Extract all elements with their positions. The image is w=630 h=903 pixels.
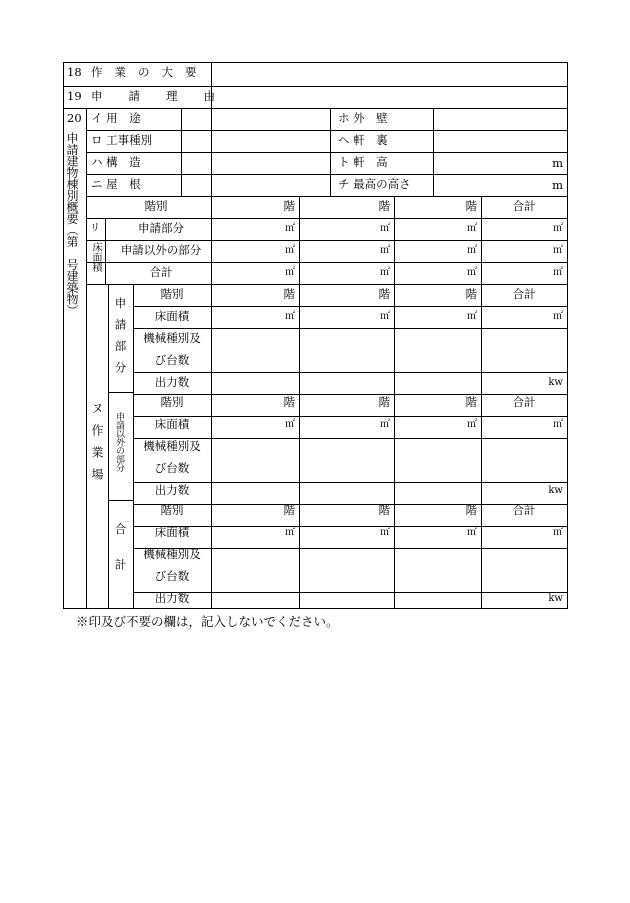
power-unit-cell: kw bbox=[548, 377, 563, 388]
area-unit-cell: ㎡ bbox=[380, 527, 390, 538]
area-unit-cell: ㎡ bbox=[553, 419, 563, 430]
grid-line bbox=[63, 86, 568, 87]
grid-line bbox=[330, 108, 331, 197]
grid-line bbox=[86, 108, 87, 609]
grid-line bbox=[86, 218, 568, 219]
ws-row-machine-label-2: び台数 bbox=[154, 353, 190, 367]
ws-row-area-label: 床面積 bbox=[154, 309, 190, 323]
grid-line bbox=[86, 196, 568, 197]
floor-suffix-cell: 階 bbox=[465, 503, 477, 517]
total-header-cell: 合計 bbox=[512, 395, 536, 409]
grid-line bbox=[108, 392, 134, 393]
area-unit-cell: ㎡ bbox=[467, 311, 477, 322]
floor-suffix-cell: 階 bbox=[283, 503, 295, 517]
workshop-vertical-label: ヌ作業場 bbox=[90, 402, 104, 490]
grid-line bbox=[133, 306, 568, 307]
ws-row-area-label: 床面積 bbox=[154, 525, 190, 539]
area-unit-cell: ㎡ bbox=[285, 245, 295, 256]
area-unit-cell: ㎡ bbox=[553, 245, 563, 256]
grid-line bbox=[133, 394, 568, 395]
power-unit-cell: kw bbox=[548, 593, 563, 604]
grid-line bbox=[133, 482, 568, 483]
row-18-number: 18 bbox=[67, 65, 82, 79]
ws-row-machine-label-1: 機械種別及 bbox=[143, 439, 201, 453]
floor-row-application: 申請部分 bbox=[138, 221, 184, 235]
floor-suffix-cell: 階 bbox=[378, 395, 390, 409]
power-unit-cell: kw bbox=[548, 485, 563, 496]
grid-line bbox=[108, 284, 109, 609]
ws-row-power-label: 出力数 bbox=[154, 483, 190, 497]
total-header-cell: 合計 bbox=[512, 287, 536, 301]
ws-row-floors-label: 階別 bbox=[160, 287, 184, 301]
total-header-cell: 合計 bbox=[512, 199, 536, 213]
grid-line bbox=[433, 108, 434, 197]
area-unit-cell: ㎡ bbox=[380, 245, 390, 256]
floor-suffix-cell: 階 bbox=[465, 395, 477, 409]
footnote: ※印及び不要の欄は，記入しないでください。 bbox=[76, 614, 339, 629]
area-unit-cell: ㎡ bbox=[380, 223, 390, 234]
grid-line bbox=[108, 500, 134, 501]
max-height-unit: m bbox=[552, 178, 563, 192]
grid-line bbox=[133, 372, 568, 373]
grid-line bbox=[86, 262, 568, 263]
row-20-number: 20 bbox=[67, 111, 82, 125]
label-roof: ニ 屋 根 bbox=[91, 177, 141, 191]
row-18-label: 作業の大要 bbox=[91, 65, 209, 79]
grid-line bbox=[133, 284, 134, 609]
floor-header-label: 階別 bbox=[144, 199, 168, 213]
floor-suffix-cell: 階 bbox=[378, 199, 390, 213]
grid-line bbox=[63, 108, 568, 109]
ws-row-machine-label-2: び台数 bbox=[154, 461, 190, 475]
floor-suffix-cell: 階 bbox=[465, 287, 477, 301]
row-20-vertical-label: 申請建物棟別概要（第 号建築物） bbox=[65, 132, 79, 316]
floor-suffix-cell: 階 bbox=[283, 199, 295, 213]
label-exterior-wall: ホ 外 壁 bbox=[338, 111, 388, 125]
label-structure: ハ 構 造 bbox=[91, 155, 141, 169]
area-unit-cell: ㎡ bbox=[467, 267, 477, 278]
grid-line bbox=[133, 504, 568, 505]
floor-suffix-cell: 階 bbox=[378, 287, 390, 301]
floor-area-vertical-label: 床面積 bbox=[90, 242, 101, 272]
ws-row-machine-label-1: 機械種別及 bbox=[143, 331, 201, 345]
grid-line bbox=[63, 608, 568, 609]
label-max-height: チ 最高の高さ bbox=[338, 177, 411, 191]
label-construction-type: ロ 工事種別 bbox=[91, 133, 153, 147]
floor-row-non-application: 申請以外の部分 bbox=[120, 243, 202, 257]
area-unit-cell: ㎡ bbox=[467, 245, 477, 256]
floor-suffix-cell: 階 bbox=[283, 287, 295, 301]
area-unit-cell: ㎡ bbox=[467, 223, 477, 234]
grid-line bbox=[133, 284, 568, 285]
grid-line bbox=[86, 240, 568, 241]
grid-line bbox=[133, 328, 568, 329]
grid-line bbox=[86, 152, 568, 153]
grid-line bbox=[133, 592, 568, 593]
ri-marker: リ bbox=[90, 223, 100, 234]
eaves-height-unit: m bbox=[552, 156, 563, 170]
grid-line bbox=[133, 526, 568, 527]
label-eaves-height: ト 軒 高 bbox=[338, 155, 388, 169]
area-unit-cell: ㎡ bbox=[285, 223, 295, 234]
ws-row-floors-label: 階別 bbox=[160, 395, 184, 409]
section-application-label: 申請部分 bbox=[113, 297, 128, 383]
ws-row-floors-label: 階別 bbox=[160, 503, 184, 517]
floor-row-total: 合計 bbox=[149, 265, 173, 279]
ws-row-machine-label-2: び台数 bbox=[154, 569, 190, 583]
grid-line bbox=[86, 174, 568, 175]
ws-row-power-label: 出力数 bbox=[154, 375, 190, 389]
area-unit-cell: ㎡ bbox=[380, 419, 390, 430]
area-unit-cell: ㎡ bbox=[467, 419, 477, 430]
grid-line bbox=[63, 62, 568, 63]
row-19-label: 申請理由 bbox=[91, 89, 241, 103]
grid-line bbox=[133, 416, 568, 417]
section-total-label: 合計 bbox=[113, 523, 128, 594]
area-unit-cell: ㎡ bbox=[467, 527, 477, 538]
area-unit-cell: ㎡ bbox=[553, 223, 563, 234]
area-unit-cell: ㎡ bbox=[553, 311, 563, 322]
grid-line bbox=[86, 130, 568, 131]
area-unit-cell: ㎡ bbox=[553, 527, 563, 538]
area-unit-cell: ㎡ bbox=[285, 311, 295, 322]
row-19-number: 19 bbox=[67, 89, 82, 103]
area-unit-cell: ㎡ bbox=[285, 267, 295, 278]
label-use: イ 用 途 bbox=[91, 111, 141, 125]
section-non-application-label: 申請以外の部分 bbox=[114, 412, 124, 472]
floor-suffix-cell: 階 bbox=[465, 199, 477, 213]
label-eaves-underside: ヘ 軒 裏 bbox=[338, 133, 388, 147]
grid-line bbox=[181, 108, 182, 197]
area-unit-cell: ㎡ bbox=[285, 527, 295, 538]
total-header-cell: 合計 bbox=[512, 503, 536, 517]
ws-row-area-label: 床面積 bbox=[154, 417, 190, 431]
ws-row-power-label: 出力数 bbox=[154, 591, 190, 605]
area-unit-cell: ㎡ bbox=[380, 267, 390, 278]
area-unit-cell: ㎡ bbox=[553, 267, 563, 278]
grid-line bbox=[63, 62, 64, 609]
area-unit-cell: ㎡ bbox=[285, 419, 295, 430]
ws-row-machine-label-1: 機械種別及 bbox=[143, 547, 201, 561]
floor-suffix-cell: 階 bbox=[283, 395, 295, 409]
grid-line bbox=[105, 218, 106, 285]
application-form-table bbox=[63, 62, 567, 608]
area-unit-cell: ㎡ bbox=[380, 311, 390, 322]
floor-suffix-cell: 階 bbox=[378, 503, 390, 517]
